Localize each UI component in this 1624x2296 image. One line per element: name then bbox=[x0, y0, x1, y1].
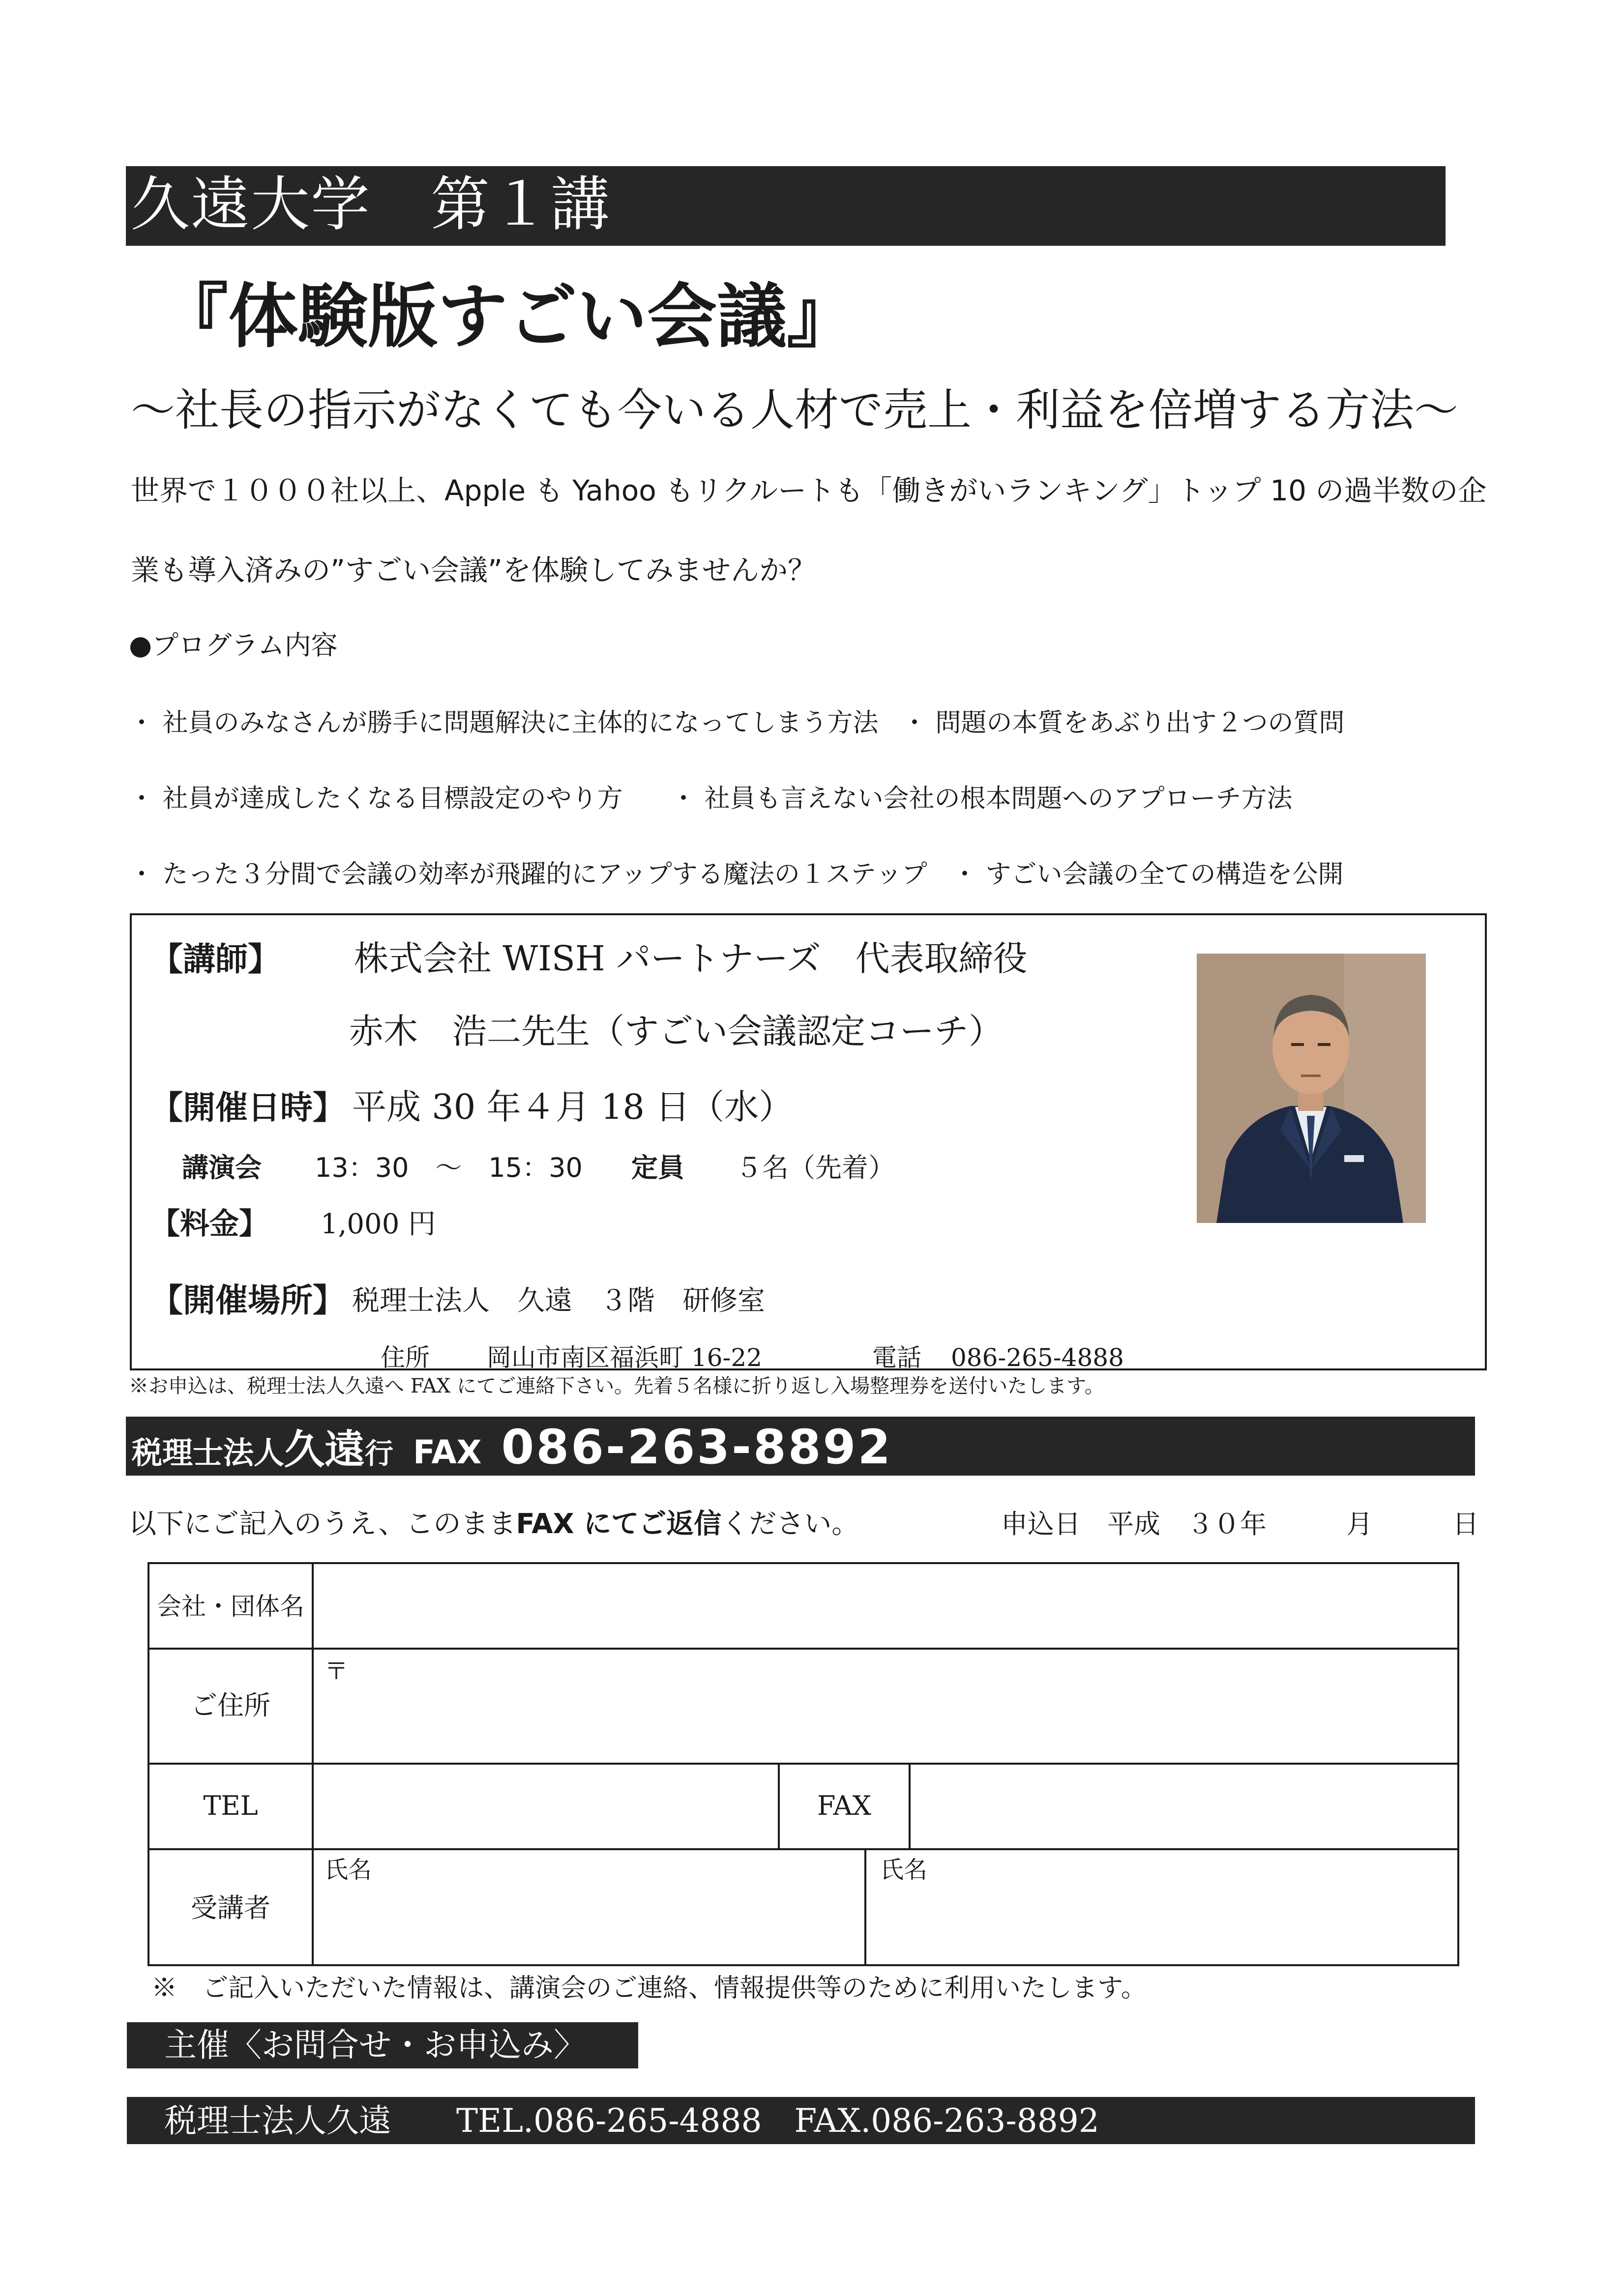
organizer-bar bbox=[127, 2022, 638, 2068]
program-item: ・ 社員も言えない会社の根本問題へのアプローチ方法 bbox=[671, 784, 1293, 814]
address-label: ご住所 bbox=[191, 1690, 270, 1721]
application-notice: ※お申込は、税理士法人久遠へ FAX にてご連絡下さい。先着５名様に折り返し入場整理券を送付いたします。 bbox=[129, 1375, 1104, 1397]
main-title: 『体験版すごい会議』 bbox=[158, 276, 856, 357]
fax-number: 086-263-8892 bbox=[501, 1420, 893, 1475]
postal-mark: 〒 bbox=[325, 1657, 349, 1685]
name-label-2: 氏名 bbox=[880, 1856, 928, 1884]
series-title: 久遠大学 第１講 bbox=[131, 171, 611, 239]
form-instruction-bold: FAX にてご返信 bbox=[516, 1508, 722, 1540]
fax-recipient-suffix: 行 bbox=[365, 1437, 394, 1470]
privacy-note: ※ ご記入いただいた情報は、講演会のご連絡、情報提供等のために利用いたします。 bbox=[151, 1974, 1147, 2003]
lecture-label: 講演会 bbox=[182, 1152, 262, 1183]
fax-field[interactable] bbox=[911, 1765, 1457, 1847]
lecturer-label: 【講師】 bbox=[150, 940, 280, 978]
subtitle: ～社長の指示がなくても今いる人材で売上・利益を倍増する方法～ bbox=[131, 384, 1458, 436]
program-item: ・ 問題の本質をあぶり出す２つの質問 bbox=[902, 708, 1345, 738]
form-instruction-pre: 以下にご記入のうえ、このまま bbox=[129, 1508, 516, 1540]
form-instruction-post: ください。 bbox=[721, 1508, 859, 1540]
fee-label: 【料金】 bbox=[150, 1207, 268, 1241]
tel-label: TEL bbox=[203, 1790, 258, 1821]
fax-recipient-name: 久遠 bbox=[284, 1426, 365, 1473]
phone-value: 086-265-4888 bbox=[951, 1343, 1124, 1372]
address-label: 住所 bbox=[381, 1343, 430, 1372]
form-instruction bbox=[129, 1507, 859, 1541]
fax-header-bar bbox=[126, 1417, 1475, 1476]
attendee-label: 受講者 bbox=[191, 1892, 270, 1923]
application-form bbox=[148, 1562, 1459, 1966]
company-field[interactable] bbox=[314, 1564, 1457, 1646]
fee-value: 1,000 円 bbox=[321, 1208, 436, 1240]
datetime-value: 平成 30 年４月 18 日（水） bbox=[352, 1087, 794, 1127]
fax-field-label: FAX bbox=[817, 1790, 872, 1821]
application-date: 申込日 平成 ３０年 月 日 bbox=[1001, 1509, 1479, 1540]
tel-field[interactable] bbox=[314, 1765, 777, 1847]
contact-line: 税理士法人久遠 TEL.086-265-4888 FAX.086-263-8892 bbox=[164, 2102, 1099, 2140]
venue-value: 税理士法人 久遠 ３階 研修室 bbox=[352, 1285, 765, 1317]
address-value: 岡山市南区福浜町 16-22 bbox=[487, 1343, 763, 1372]
attendee-name-field-1[interactable] bbox=[314, 1850, 863, 1965]
program-item: ・ 社員のみなさんが勝手に問題解決に主体的になってしまう方法 bbox=[129, 708, 879, 738]
company-label: 会社・団体名 bbox=[157, 1592, 304, 1621]
intro-line-2: 業も導入済みの”すごい会議”を体験してみませんか？ bbox=[131, 553, 817, 587]
organizer-label: 主催〈お問合せ・お申込み〉 bbox=[164, 2026, 586, 2064]
program-item: ・ たった３分間で会議の効率が飛躍的にアップする魔法の１ステップ bbox=[129, 860, 927, 889]
lecturer-company: 株式会社 WISH パートナーズ 代表取締役 bbox=[354, 938, 1028, 979]
series-title-bar bbox=[126, 166, 1446, 246]
capacity-value: ５名（先着） bbox=[736, 1152, 895, 1183]
fax-label: FAX bbox=[413, 1433, 482, 1471]
venue-label: 【開催場所】 bbox=[150, 1281, 345, 1319]
lecture-time: 13：30 ～ 15：30 bbox=[315, 1152, 583, 1183]
lecturer-name: 赤木 浩二先生（すごい会議認定コーチ） bbox=[349, 1011, 1003, 1051]
intro-line-1: 世界で１０００社以上、Apple も Yahoo もリクルートも「働きがいランキング」トップ 10 の過半数の企 bbox=[131, 474, 1487, 507]
lecturer-photo bbox=[1197, 954, 1426, 1223]
phone-label: 電話 bbox=[872, 1343, 921, 1372]
program-item: ・ 社員が達成したくなる目標設定のやり方 bbox=[129, 784, 623, 814]
address-field[interactable] bbox=[314, 1650, 1457, 1762]
name-label-1: 氏名 bbox=[325, 1856, 372, 1884]
program-heading: ●プログラム内容 bbox=[129, 630, 338, 661]
contact-bar bbox=[127, 2097, 1475, 2144]
capacity-label: 定員 bbox=[631, 1152, 684, 1183]
attendee-name-field-2[interactable] bbox=[866, 1850, 1457, 1965]
fax-recipient-prefix: 税理士法人 bbox=[132, 1435, 285, 1471]
program-item: ・ すごい会議の全ての構造を公開 bbox=[952, 860, 1344, 889]
datetime-label: 【開催日時】 bbox=[150, 1089, 345, 1127]
